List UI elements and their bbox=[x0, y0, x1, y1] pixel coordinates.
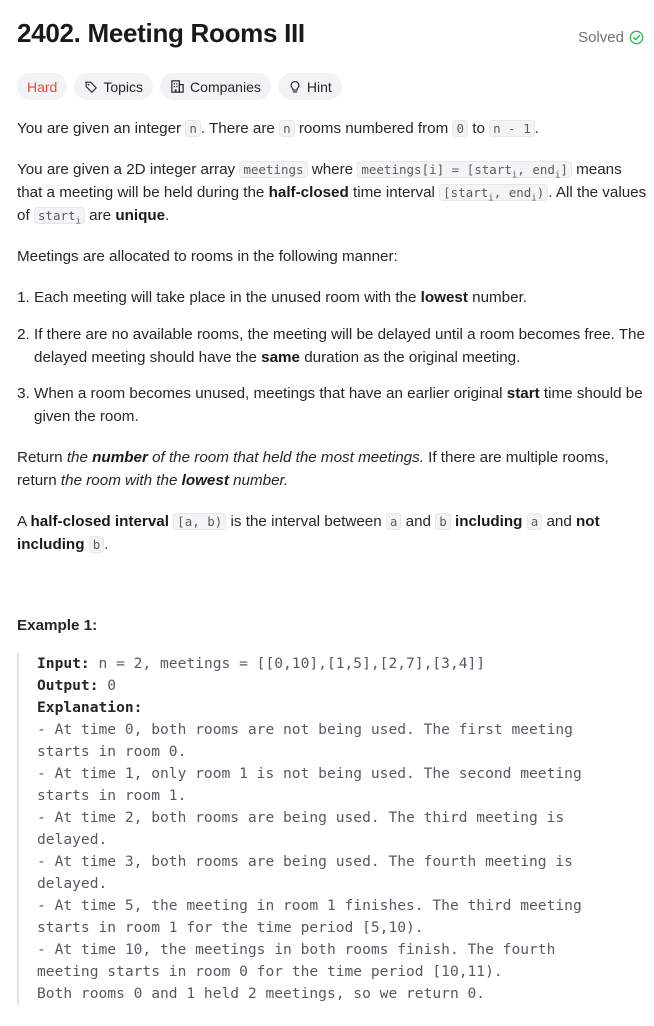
list-item: 3. When a room becomes unused, meetings that have an earlier original start time should be given the room. bbox=[34, 382, 649, 428]
half-closed-paragraph: A half-closed interval [a, b) is the interval between a and b including a and not including b . bbox=[17, 513, 600, 553]
problem-description bbox=[17, 117, 649, 1005]
explanation-line: - At time 0, both rooms are not being used. The first meeting bbox=[37, 721, 573, 738]
topics-button[interactable]: Topics bbox=[74, 73, 153, 100]
lightbulb-icon bbox=[288, 80, 302, 94]
explanation-line: - At time 2, both rooms are being used. The third meeting is bbox=[37, 809, 565, 826]
problem-title: 2402. Meeting Rooms III bbox=[17, 18, 305, 48]
example-title: Example 1: bbox=[17, 617, 98, 634]
difficulty-badge[interactable]: Hard bbox=[17, 73, 67, 100]
building-icon bbox=[170, 79, 185, 94]
meetings-paragraph: You are given a 2D integer array meetings where meetings[i] = [start$_i$, end$_i$] means that a meeting will be held during the half-closed time interval [start$_i$, end$_i$) . All the values of start$_i$ are unique. bbox=[17, 161, 647, 227]
explanation-line: - At time 3, both rooms are being used. The fourth meeting is bbox=[37, 853, 573, 870]
solved-status bbox=[578, 29, 644, 46]
explanation-line: starts in room 0. bbox=[37, 743, 187, 760]
companies-button[interactable]: Companies bbox=[160, 73, 271, 100]
explanation-line: - At time 5, the meeting in room 1 finishes. The third meeting bbox=[37, 897, 582, 914]
tag-row bbox=[17, 73, 342, 100]
explanation-line: starts in room 1. bbox=[37, 787, 187, 804]
explanation-line: delayed. bbox=[37, 875, 108, 892]
hint-button[interactable]: Hint bbox=[278, 73, 342, 100]
explanation-line: delayed. bbox=[37, 831, 108, 848]
intro-paragraph: You are given an integer n . There are n rooms numbered from 0 to n - 1 . bbox=[17, 120, 539, 137]
check-circle-icon bbox=[629, 30, 644, 45]
list-item: 1. Each meeting will take place in the unused room with the lowest number. bbox=[34, 286, 649, 309]
explanation-line: Both rooms 0 and 1 held 2 meetings, so we return 0. bbox=[37, 985, 486, 1002]
allocation-intro: Meetings are allocated to rooms in the following manner: bbox=[17, 248, 398, 265]
explanation-line: starts in room 1 for the time period [5,10). bbox=[37, 919, 424, 936]
list-item: 2. If there are no available rooms, the meeting will be delayed until a room becomes free. The delayed meeting should have the same duration as the original meeting. bbox=[34, 323, 649, 369]
solved-label: Solved bbox=[578, 29, 624, 46]
tag-icon bbox=[84, 80, 98, 94]
example-block: Input: n = 2, meetings = [[0,10],[1,5],[2,7],[3,4]] Output: 0 Explanation: - At time 0, both rooms are not being used. The first meeting starts in room 0. - At time 1, only room 1 is not being used. The second meeting starts in room 1. - At time 2, both rooms are being used. The third meeting is delayed. - At time 3, both rooms are being used. The fourth meeting is delayed. - At time 5, the meeting in room 1 finishes. The third meeting starts in room 1 for the time period [5,10). - At time 10, the meetings in both rooms finish. The fourth meeting starts in room 0 for the time period [10,11). Both rooms 0 and 1 held 2 meetings, so we return 0. bbox=[17, 653, 649, 1005]
problem-header bbox=[17, 18, 644, 58]
allocation-rules bbox=[17, 286, 649, 428]
explanation-line: - At time 1, only room 1 is not being used. The second meeting bbox=[37, 765, 582, 782]
explanation-line: - At time 10, the meetings in both rooms finish. The fourth bbox=[37, 941, 556, 958]
explanation-line: meeting starts in room 0 for the time period [10,11). bbox=[37, 963, 503, 980]
return-paragraph: Return the number of the room that held the most meetings. If there are multiple rooms, return the room with the lowest number. bbox=[17, 449, 609, 489]
